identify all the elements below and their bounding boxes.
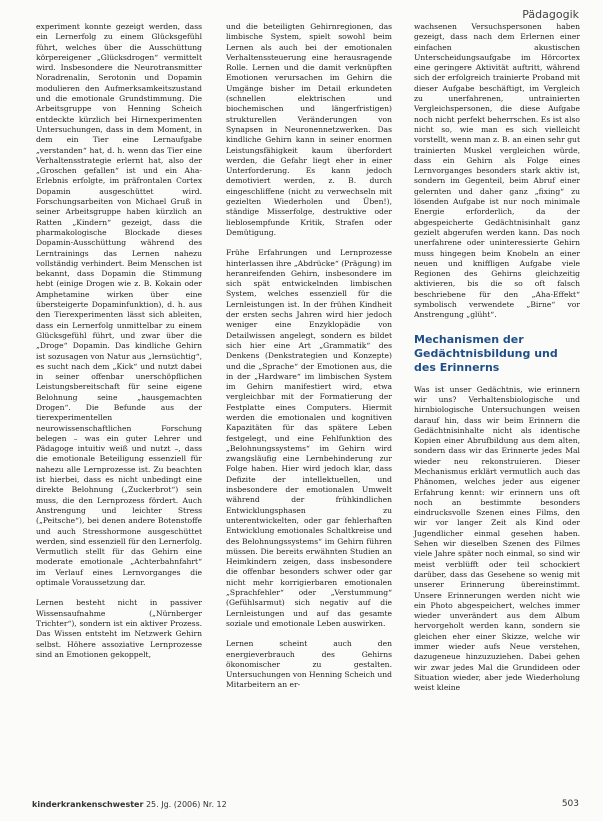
paragraph: experiment konnte gezeigt werden, dass ein Lernerfolg zu einem Glücksgefühl führt, welches über die Ausschüttung körpereigener „Glücksdrogen“ vermittelt wird. Insbesondere die Neurotransmitter Noradrenalin, Serotonin und Dopamin modulieren den Aufmerksamkeitszustand und die emotionale Grundstimmung. Die Arbeitsgruppe von Henning Scheich entdeckte kürzlich bei Hirnexperimenten Untersuchungen, dass in dem Moment, in dem ein Tier eine Lernaufgabe „verstanden“ hat, d. h. wenn das Tier eine Verhaltensstrategie erlernt hat, also der „Groschen gefallen“ ist und ein Aha-Erlebnis erfolgte, im präfrontalen Cortex Dopamin ausgeschüttet wird. Forschungsarbeiten von Michael Gruß in seiner Arbeitsgruppe haben kürzlich an Ratten „Kindern“ gezeigt, dass die pharmakologische Blockade dieses Dopamin-Ausschüttung während des Lerntrainings das Lernen nahezu vollständig verhindert. Beim Menschen ist bekannt, dass Dopamin die Stimmung hebt (einige Drogen wie z. B. Kokain oder Amphetamine wirken über eine übersteigerte Dopaminfunktion), d. h. aus den Tierexperimenten lässt sich ableiten, dass ein Lernerfolg unmittelbar zu einem Glücksgefühl führt, und zwar über die „Droge“ Dopamin. Das kindliche Gehirn ist sozusagen von Natur aus „lernsüchtig“, es sucht nach dem „Kick“ und nutzt dabei in seiner offenbar unerschöpflichen Leistungsbereitschaft für seine eigene Belohnung seine „hausgemachten Drogen“. Die Befunde aus der tierexperimentellen neurowissenschaftlichen Forschung belegen – was ein guter Lehrer und Pädagoge intuitiv weiß und nutzt –, dass die emotionale Beteiligung essenziell für nahezu alle Lernprozesse ist. Zu beachten ist hierbei, dass es nicht unbedingt eine direkte Belohnung („Zuckerbrot“) sein muss, die den Lernprozess fördert. Auch Anstrengung und leichter Stress („Peitsche“), bei denen andere Botenstoffe und auch Stresshormone ausgeschüttet werden, sind essenziell für den Lernerfolg. Vermutlich stellt für das Gehirn eine moderate emotionale „Achterbahnfahrt“ im Verlauf eines Lernvorganges die optimale Voraussetzung dar. [36, 22, 202, 588]
section-heading: Mechanismen der Gedächtnisbildung und des Erinnerns [414, 332, 558, 374]
section-label: Pädagogik [522, 8, 579, 21]
journal-issue: 25. Jg. (2006) Nr. 12 [145, 800, 227, 809]
text-column-1 [36, 22, 202, 660]
paragraph: Lernen scheint auch den energieverbrauch des Gehirns ökonomischer zu gestalten. Untersuchungen von Henning Scheich und Mitarbeitern an er- [226, 639, 392, 690]
paragraph: wachsenen Versuchspersonen haben gezeigt, dass nach dem Erlernen einer einfachen akustischen Unterscheidungsaufgabe im Hörcortex eine geringere Aktivität auftritt, während sich der erfolgreich trainierte Proband mit dieser Aufgabe beschäftigt, im Vergleich zu unerfahrenen, untrainierten Vergleichspersonen, die diese Aufgabe noch nicht perfekt beherrschen. Es ist also nicht so, wie man es sich vielleicht vorstellt, wenn man z. B. an einen sehr gut trainierten Muskel vergleichen würde, dass ein Gehirn als Folge eines Lernvorganges besonders stark aktiv ist, sondern im Gegenteil, beim Abruf einer gelernten und daher ganz „fixing“ zu lösenden Aufgabe ist nur noch minimale Energie erforderlich, da der abgespeicherte Gedächtnisinhalt ganz gezielt abgerufen werden kann. Das noch unerfahrene oder uninteressierte Gehirn muss hingegen beim Knobeln an einer neuen und kniffligen Aufgabe viele Regionen des Gehirns gleichzeitig aktivieren, bis die so oft falsch beschriebene für den „Aha-Effekt“ symbolisch verwendete „Birne“ vor Anstrengung „glüht“. [414, 22, 580, 320]
paragraph: Was ist unser Gedächtnis, wie erinnern wir uns? Verhaltensbiologische und hirnbiologische Untersuchungen weisen darauf hin, dass wir beim Erinnern die Gedächtnisinhalte nicht als identische Kopien einer Abrufbildung aus dem alten, sondern dass wir das Erinnerte jedes Mal wieder neu rekonstruieren. Dieser Mechanismus erklärt vermutlich auch das Phänomen, welches jeder aus eigener Erfahrung kennt: wir erinnern uns oft noch an bestimmte besonders eindrucksvolle Szenen eines Films, den wir vor langer Zeit als Kind oder Jugendlicher einmal gesehen haben. Sehen wir dieselben Szenen des Filmes viele Jahre später noch einmal, so sind wir meist verblüfft oder teil schockiert darüber, dass das Gesehene so wenig mit unserer Erinnerung übereinstimmt. Unsere Erinnerungen werden nicht wie ein Photo abgespeichert, welches immer wieder unverändert aus dem Album hervorgeholt werden kann, sondern sie gleichen eher einer Skizze, welche wir immer wieder aufs Neue verstehen, dazugeneue hinzuzuziehen. Dabei gehen wir zwar jedes Mal die Grundideen oder Situation wieder, aber jede Wiederholung weist kleine [414, 384, 580, 693]
page-number: 503 [561, 799, 579, 809]
paragraph: Frühe Erfahrungen und Lernprozesse hinterlassen ihre „Abdrücke“ (Prägung) im heranreifenden Gehirn, insbesondere im sich spät entwickelnden limbischen System, welches essenziell für die Lernleistungen ist. In der frühen Kindheit der ersten sechs Jahren wird hier jedoch weniger eine Enzyklopädie von Detailwissen angelegt, sondern es bildet sich hier eine Art „Grammatik“ des Denkens (Denkstrategien und Konzepte) und die „Sprache“ der Emotionen aus, die in der „Hardware“ im limbischen System im Gehirn manifestiert wird, etwa vergleichbar mit der Formatierung der Festplatte eines Computers. Hiermit werden die emotionalen und kognitiven Kapazitäten für das spätere Leben festgelegt, und eine Fehlfunktion des „Belohnungssystems“ im Gehirn wird zwangsläufig eine Lernbehinderung zur Folge haben. Hier wird jedoch klar, dass Defizite der intellektuellen, und insbesondere der emotionalen Umwelt während der frühkindlichen Entwicklungsphasen zu unterentwickelten, oder gar fehlerhaften Entwicklung emotionales Schaltkreise und des Belohnungssystems“ im Gehirn führen müssen. Die bereits erwähnten Studien an Heimkindern zeigen, dass insbesondere die offenbar besonders schwer oder gar nicht mehr korrigierbaren emotionalen „Sprachfehler“ oder „Verstummung“ (Gefühlsarmut) sich negativ auf die Lernleistungen und auf das gesamte soziale und emotionale Leben auswirken. [226, 248, 392, 628]
paragraph: Lernen besteht nicht in passiver Wissensaufnahme („Nürnberger Trichter“), sondern ist ein aktiver Prozess. Das Wissen entsteht im Netzwerk Gehirn selbst. Höhere assoziative Lernprozesse sind an Emotionen gekoppelt, [36, 598, 202, 659]
text-column-2 [226, 22, 392, 691]
footer-citation [32, 800, 227, 809]
paragraph: und die beteiligten Gehirnregionen, das limbische System, spielt sowohl beim Lernen als auch bei der emotionalen Verhaltenssteuerung eine herausragende Rolle. Lernen und die damit verknüpften Emotionen verursachen im Gehirn die Umgänge bisher im Detail erkundeten (schnellen elektrischen und biochemischen und längerfristigen) strukturellen Veränderungen von Synapsen in Neuronennetzwerken. Das kindliche Gehirn kann in seiner enormen Leistungsfähigkeit kaum überfordert werden, die Gefahr liegt eher in einer Unterforderung. Es kann jedoch demotiviert werden, z. B. durch eingeschliffene (nicht zu verwechseln mit gezielten Wiederholen und Üben!), ständige Misserfolge, destruktive oder lieblosempfunde Kritik, Strafen oder Demütigung. [226, 22, 392, 237]
text-column-3 [414, 22, 580, 694]
journal-name: kinderkrankenschwester [32, 800, 144, 809]
